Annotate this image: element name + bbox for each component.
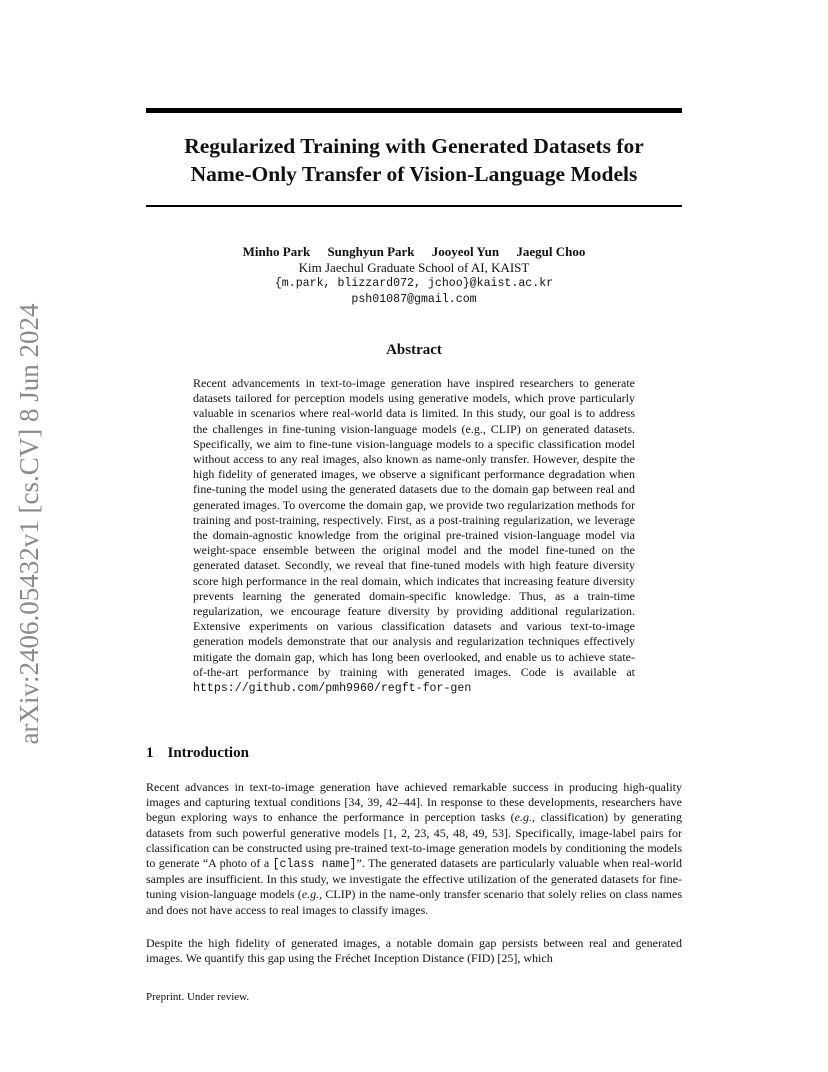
- intro-text-italic: e.g.: [301, 887, 320, 902]
- intro-text: , classification) by generating datasets from such powerful generative models [1, 2, 23, 45, 48, 49, 53]. Specifically, image-label pairs for classification can be constructed using pre-trained text-to-image generation models by conditioning the models to generate “A photo of a: [146, 810, 682, 871]
- affiliation: Kim Jaechul Graduate School of AI, KAIST: [298, 260, 530, 275]
- abstract-text: Recent advancements in text-to-image generation have inspired researchers to generate datasets tailored for perception models using generative models, which prove particularly valuable in scenarios where real-world data is limited. In this study, our goal is to address the challenges in fine-tuning vision-language models (e.g., CLIP) on generated datasets. Specifically, we aim to fine-tune vision-language models to a specific classification model without access to any real images, also known as name-only transfer. However, despite the high fidelity of generated images, we observe a significant performance degradation when fine-tuning the model using the generated datasets due to the domain gap between real and generated images. To overcome the domain gap, we provide two regularization methods for training and post-training, respectively. First, as a post-training regularization, we leverage the domain-agnostic knowledge from the original pre-trained vision-language model via weight-space ensemble between the original model and the model fine-tuned on the generated dataset. Secondly, we reveal that fine-tuned models with high feature diversity score high performance in the real domain, which indicates that increasing feature diversity prevents learning the generated domain-specific knowledge. Thus, as a train-time regularization, we encourage feature diversity by providing additional regularization. Extensive experiments on various classification datasets and various text-to-image generation models demonstrate that our analysis and regularization techniques effectively mitigate the domain gap, which has long been overlooked, and enable us to achieve state-of-the-art performance by training with generated images. Code is available at: [193, 376, 635, 679]
- author-name: Jaegul Choo: [516, 244, 586, 259]
- abstract-body: [193, 376, 635, 696]
- intro-text: Recent advances in text-to-image generation have achieved remarkable success in producing high-quality images and capturing textual conditions [34, 39, 42–44]. In response to these developments, researchers have begun exploring ways to enhance the performance in perception tasks (: [146, 780, 682, 825]
- arxiv-identifier: arXiv:2406.05432v1 [cs.CV] 8 Jun 2024: [14, 303, 44, 745]
- author-name: Sunghyun Park: [327, 244, 415, 259]
- author-names: [146, 244, 682, 260]
- section-number: 1: [146, 745, 154, 761]
- author-name: Jooyeol Yun: [431, 244, 500, 259]
- intro-text: ”. The generated datasets are particularly valuable when real-world samples are insufficient. In this study, we investigate the effective utilization of the generated datasets for fine-tuning vision-language models (: [146, 856, 682, 902]
- author-block: [146, 244, 682, 308]
- author-email-2: psh01087@gmail.com: [351, 293, 477, 306]
- title-line-2: Name-Only Transfer of Vision-Language Models: [190, 162, 638, 186]
- author-emails: {m.park, blizzard072, jchoo}@kaist.ac.kr: [274, 277, 554, 290]
- abstract-heading: Abstract: [386, 342, 442, 358]
- intro-text-italic: e.g.: [514, 810, 532, 825]
- footer-note: Preprint. Under review.: [146, 991, 250, 1003]
- intro-paragraph-2: Despite the high fidelity of generated images, a notable domain gap persists between real and generated images. We quantify this gap using the Fréchet Inception Distance (FID) [25], which: [146, 936, 682, 966]
- arxiv-sidebar: [9, 296, 49, 752]
- title-bottom-rule: [146, 205, 682, 207]
- code-link[interactable]: https://github.com/pmh9960/regft-for-gen: [193, 682, 472, 696]
- title-top-rule: [146, 108, 682, 113]
- intro-paragraph-1: [146, 780, 682, 918]
- title-line-1: Regularized Training with Generated Datasets for: [184, 134, 644, 158]
- author-name: Minho Park: [242, 244, 311, 259]
- intro-text: , CLIP) in the name-only transfer scenario that solely relies on class names and does not have access to real images to classify images.: [146, 887, 683, 917]
- intro-code: [class name]: [272, 858, 357, 872]
- section-heading-introduction: [146, 745, 249, 762]
- paper-title: [146, 132, 682, 188]
- section-title: Introduction: [167, 745, 249, 761]
